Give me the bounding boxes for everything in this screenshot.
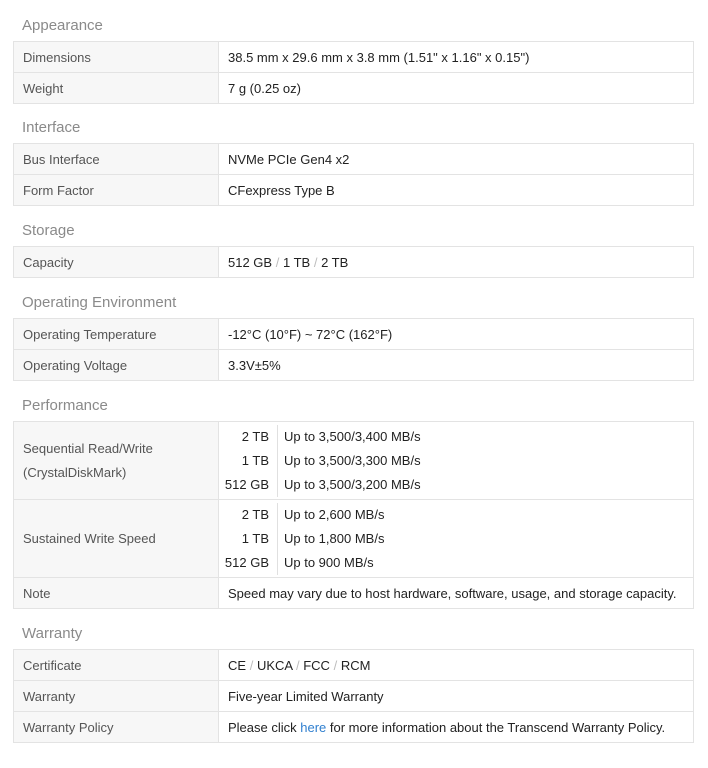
table-row: [14, 500, 694, 578]
certificate-item: CE: [228, 657, 247, 673]
speed-value: Up to 2,600 MB/s: [284, 507, 385, 522]
capacity-option: 2 TB: [321, 254, 349, 270]
section-title-interface: Interface: [22, 119, 81, 136]
spec-value: [219, 422, 694, 500]
appearance-table: [13, 41, 694, 104]
warranty-table: [13, 649, 694, 743]
spec-value: NVMe PCIe Gen4 x2: [219, 144, 694, 175]
section-title-environment: Operating Environment: [22, 294, 177, 311]
table-row: [14, 42, 694, 73]
spec-label-line: Sequential Read/Write: [23, 440, 153, 456]
table-row: [14, 578, 694, 609]
spec-label: Weight: [14, 73, 219, 104]
section-title-performance: Performance: [22, 397, 108, 414]
spec-label: [14, 422, 219, 500]
section-title-warranty: Warranty: [22, 625, 83, 642]
spec-label: Operating Voltage: [14, 350, 219, 381]
speed-value: Up to 3,500/3,300 MB/s: [284, 453, 421, 468]
speed-row: [219, 503, 684, 527]
storage-table: [13, 246, 694, 278]
table-row: [14, 712, 694, 743]
table-row: [14, 175, 694, 206]
spec-label: Certificate: [14, 650, 219, 681]
performance-table: [13, 421, 694, 609]
speed-row: [219, 527, 684, 551]
capacity-option: 512 GB: [228, 254, 273, 270]
spec-value: 3.3V±5%: [219, 350, 694, 381]
spec-value: Five-year Limited Warranty: [219, 681, 694, 712]
capacity-label: 512 GB: [219, 473, 278, 497]
spec-value: Speed may vary due to host hardware, software, usage, and storage capacity.: [219, 578, 694, 609]
speed-row: [219, 425, 684, 449]
spec-value: 38.5 mm x 29.6 mm x 3.8 mm (1.51" x 1.16" x 0.15"): [219, 42, 694, 73]
policy-text: Please click: [228, 719, 301, 735]
environment-table: [13, 318, 694, 381]
capacity-label: 512 GB: [219, 551, 278, 575]
table-row: [14, 73, 694, 104]
spec-label: Operating Temperature: [14, 319, 219, 350]
spec-value: [219, 500, 694, 578]
speed-value: Up to 1,800 MB/s: [284, 531, 385, 546]
capacity-label: 2 TB: [219, 503, 278, 527]
capacity-label: 1 TB: [219, 449, 278, 473]
separator: /: [275, 254, 280, 270]
spec-value: [219, 712, 694, 743]
section-title-appearance: Appearance: [22, 17, 103, 34]
table-row: [14, 681, 694, 712]
certificate-item: UKCA: [256, 657, 293, 673]
separator: /: [249, 657, 254, 673]
capacity-option: 1 TB: [282, 254, 311, 270]
table-row: [14, 350, 694, 381]
speed-row: [219, 473, 684, 497]
spec-label: Capacity: [14, 247, 219, 278]
table-row: [14, 422, 694, 500]
spec-value: [219, 247, 694, 278]
spec-label: Bus Interface: [14, 144, 219, 175]
speed-value: Up to 3,500/3,400 MB/s: [284, 429, 421, 444]
spec-label-line: (CrystalDiskMark): [23, 464, 127, 480]
separator: /: [295, 657, 300, 673]
spec-value: [219, 650, 694, 681]
policy-text: for more information about the Transcend Warranty Policy.: [326, 719, 666, 735]
interface-table: [13, 143, 694, 206]
spec-label: Form Factor: [14, 175, 219, 206]
spec-value: 7 g (0.25 oz): [219, 73, 694, 104]
certificate-item: RCM: [340, 657, 371, 673]
certificate-item: FCC: [303, 657, 330, 673]
section-title-storage: Storage: [22, 222, 75, 239]
table-row: [14, 144, 694, 175]
warranty-policy-link[interactable]: here: [300, 719, 327, 735]
speed-row: [219, 551, 684, 575]
spec-value: CFexpress Type B: [219, 175, 694, 206]
spec-label: Note: [14, 578, 219, 609]
speed-value: Up to 900 MB/s: [284, 555, 374, 570]
speed-row: [219, 449, 684, 473]
spec-label: Sustained Write Speed: [14, 500, 219, 578]
spec-label: Warranty: [14, 681, 219, 712]
table-row: [14, 650, 694, 681]
capacity-label: 2 TB: [219, 425, 278, 449]
speed-value: Up to 3,500/3,200 MB/s: [284, 477, 421, 492]
capacity-label: 1 TB: [219, 527, 278, 551]
spec-label: Warranty Policy: [14, 712, 219, 743]
spec-value: -12°C (10°F) ~ 72°C (162°F): [219, 319, 694, 350]
spec-label: Dimensions: [14, 42, 219, 73]
table-row: [14, 247, 694, 278]
separator: /: [333, 657, 338, 673]
table-row: [14, 319, 694, 350]
separator: /: [313, 254, 318, 270]
